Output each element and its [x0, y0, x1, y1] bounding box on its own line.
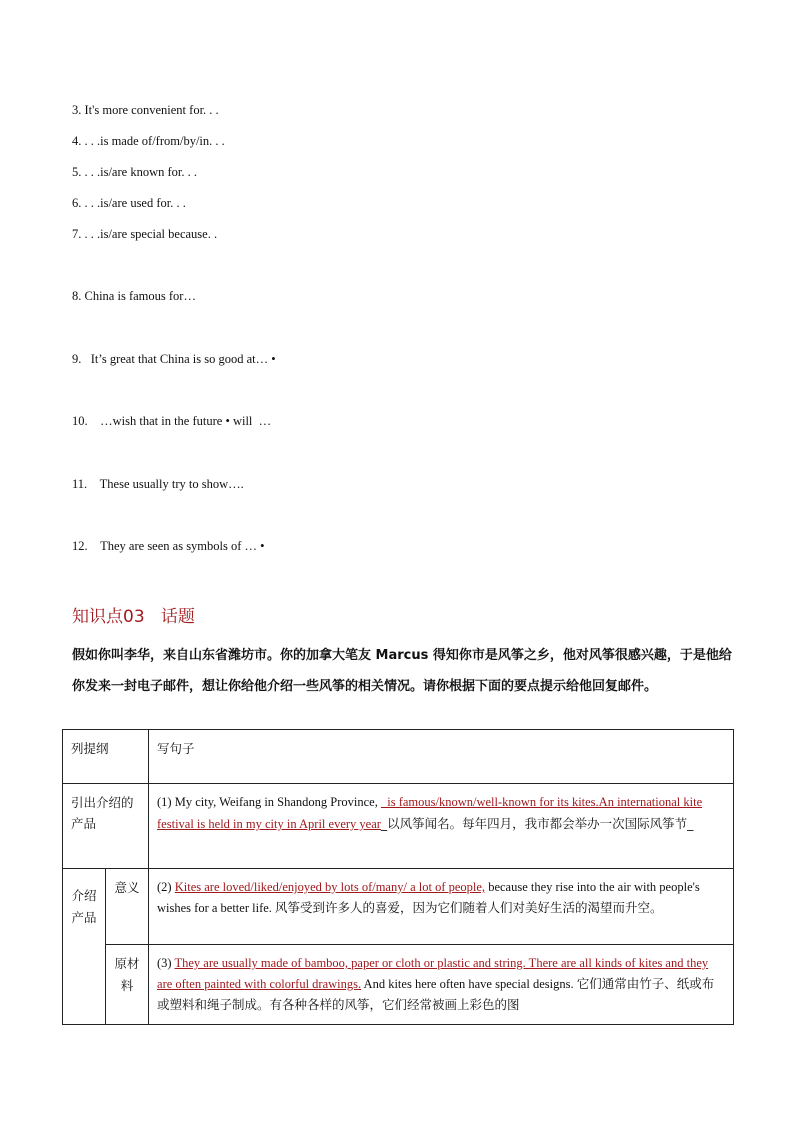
- item-9: 9. It’s great that China is so good at… •: [72, 352, 276, 366]
- item-6: 6. . . .is/are used for. . .: [72, 196, 186, 210]
- row1-suffix: _以风筝闻名。每年四月，我市都会举办一次国际风筝节_: [380, 816, 694, 831]
- row1-cell: [149, 784, 734, 869]
- item-5: 5. . . .is/are known for. . .: [72, 165, 197, 179]
- row3-answer: They are usually made of bamboo, paper or cloth or plastic and string. There are all kinds of kites and they are often painted with colorful drawings.: [157, 956, 709, 991]
- row1-answer: _is famous/known/well-known for its kites.An international kite festival is held in my city in April every year: [157, 795, 703, 831]
- row2-cell: [149, 869, 734, 945]
- group-label: 介绍产品: [63, 869, 106, 1025]
- item-10: 10. …wish that in the future • will …: [72, 414, 272, 428]
- table-header-row: [63, 730, 734, 784]
- outline-table: [62, 729, 734, 1025]
- item-11: 11. These usually try to show….: [72, 477, 244, 491]
- table-row: [63, 869, 734, 945]
- item-4: 4. . . .is made of/from/by/in. . .: [72, 134, 225, 148]
- row1-label: 引出介绍的产品: [63, 784, 149, 869]
- section-title: 知识点03 话题: [72, 607, 195, 627]
- row2-label: 意义: [106, 869, 149, 945]
- row3-suffix: And kites here often have special designs. 它们通常由竹子、纸或布或塑料和绳子制成。有各种各样的风筝，它们经常被画上彩色的图: [157, 977, 715, 1012]
- row2-answer: Kites are loved/liked/enjoyed by lots of/many/ a lot of people,: [174, 880, 486, 894]
- item-3: 3. It's more convenient for. . .: [72, 103, 219, 117]
- item-7: 7. . . .is/are special because. .: [72, 227, 218, 241]
- item-12: 12. They are seen as symbols of … •: [72, 539, 265, 553]
- row3-label: 原材料: [106, 945, 149, 1025]
- intro-paragraph: 假如你叫李华，来自山东省潍坊市。你的加拿大笔友 Marcus 得知你市是风筝之乡，他对风筝很感兴趣，于是他给你发来一封电子邮件，想让你给他介绍一些风筝的相关情况。请你根据下面的要点提示给他回复邮件。: [72, 648, 732, 694]
- row2-prefix: (2): [157, 880, 175, 894]
- row2-suffix: because they rise into the air with people's wishes for a better life. 风筝受到许多人的喜爱，因为它们随着人们对美好生活的渴望而升空。: [157, 880, 700, 915]
- row1-prefix: (1) My city, Weifang in Shandong Province,: [157, 795, 381, 809]
- table-row: [63, 784, 734, 869]
- header-sentence: 写句子: [149, 730, 734, 784]
- row3-cell: [149, 945, 734, 1025]
- header-outline: 列提纲: [63, 730, 149, 784]
- table-row: [63, 945, 734, 1025]
- item-8: 8. China is famous for…: [72, 289, 196, 303]
- row3-prefix: (3): [157, 956, 175, 970]
